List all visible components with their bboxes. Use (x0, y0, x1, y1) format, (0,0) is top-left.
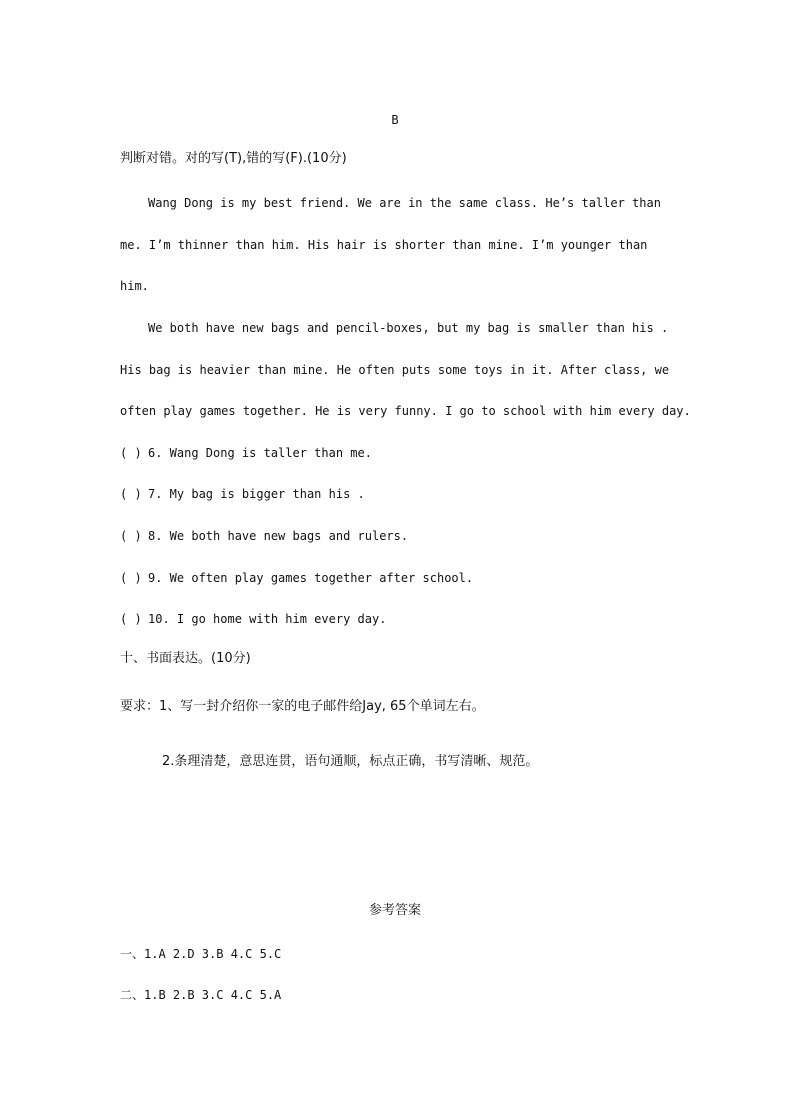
answer-blank[interactable]: ( ) (120, 446, 142, 460)
answer-blank[interactable]: ( ) (120, 612, 142, 626)
instruction: 判断对错。对的写(T),错的写(F).(10分) (120, 151, 347, 166)
requirement-2: 2.条理清楚，意思连贯，语句通顺，标点正确，书写清晰、规范。 (162, 754, 539, 769)
question-text: 9. We often play games together after school. (148, 571, 474, 585)
answer-blank[interactable]: ( ) (120, 487, 142, 501)
passage-line: Wang Dong is my best friend. We are in the same class. He’s taller than (148, 196, 661, 210)
answers-title: 参考答案 (368, 903, 421, 918)
passage-line: His bag is heavier than mine. He often puts some toys in it. After class, we (120, 363, 670, 377)
question-text: 6. Wang Dong is taller than me. (148, 446, 372, 460)
question-text: 7. My bag is bigger than his . (148, 487, 365, 501)
passage-line: him. (120, 279, 149, 293)
question-text: 8. We both have new bags and rulers. (148, 529, 409, 543)
section-heading: 十、书面表达。(10分) (120, 651, 251, 666)
question-item (120, 570, 473, 586)
answer-row: 一、1.A 2.D 3.B 4.C 5.C (120, 947, 282, 961)
question-item (120, 528, 408, 544)
passage-line: me. I’m thinner than him. His hair is shorter than mine. I’m younger than (120, 238, 648, 252)
question-item (120, 445, 372, 461)
question-item (120, 486, 365, 502)
answer-row: 二、1.B 2.B 3.C 4.C 5.A (120, 988, 282, 1002)
section-label: B (391, 113, 399, 127)
passage-line: We both have new bags and pencil-boxes, but my bag is smaller than his . (148, 321, 669, 335)
answer-blank[interactable]: ( ) (120, 529, 142, 543)
passage-line: often play games together. He is very funny. I go to school with him every day. (120, 404, 691, 418)
question-item (120, 611, 386, 627)
question-text: 10. I go home with him every day. (148, 612, 387, 626)
answer-blank[interactable]: ( ) (120, 571, 142, 585)
requirement-1: 要求：1、写一封介绍你一家的电子邮件给Jay, 65个单词左右。 (120, 699, 485, 714)
